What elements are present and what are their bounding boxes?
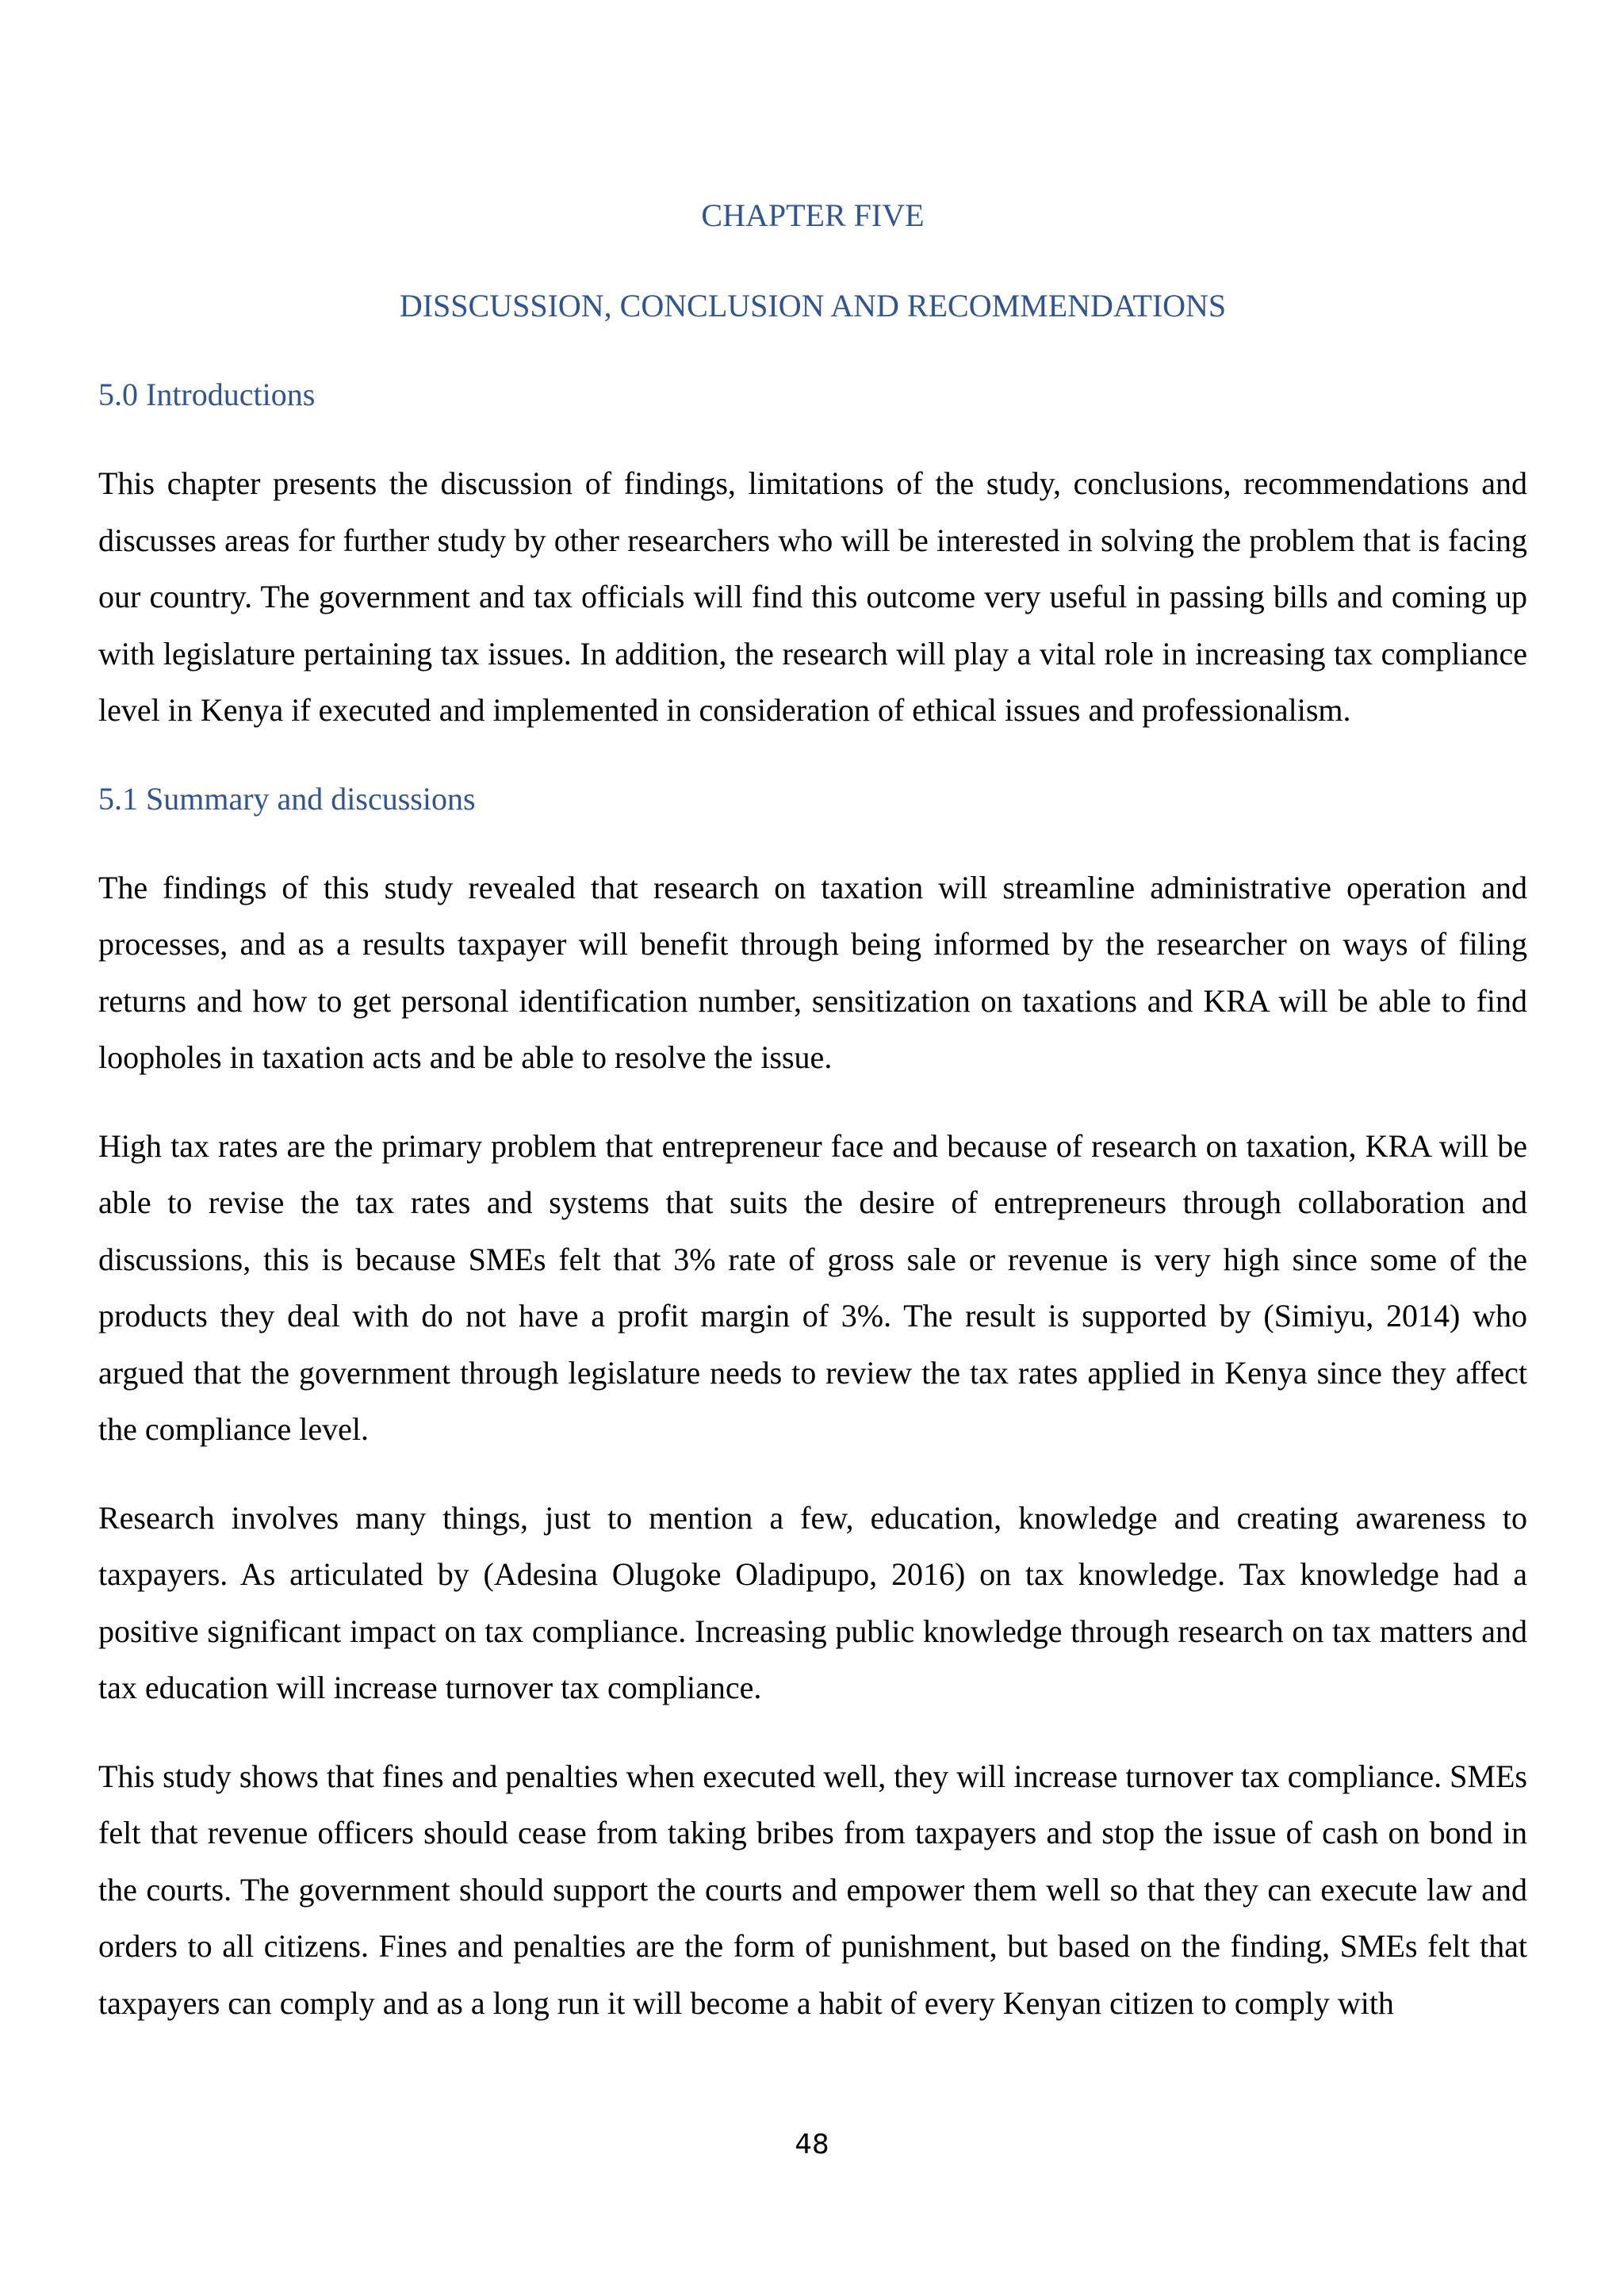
section-heading-summary: 5.1 Summary and discussions <box>98 780 476 817</box>
chapter-number-title: CHAPTER FIVE <box>701 197 925 233</box>
paragraph-tax-rates: High tax rates are the primary problem that entrepreneur face and because of research on taxation, KRA will be able to revise the tax rates and systems that suits the desire of entrepreneurs through collaboration and discussions, this is because SMEs felt that 3% rate of gross sale or revenue is very high since some of the products they deal with do not have a profit margin of 3%. The result is supported by (Simiyu, 2014) who argued that the government through legislature needs to review the tax rates applied in Kenya since they affect the compliance level. <box>98 1127 1527 1447</box>
chapter-title: DISSCUSSION, CONCLUSION AND RECOMMENDATIONS <box>399 288 1227 323</box>
page-content <box>98 187 1527 2063</box>
paragraph-fines-penalties: This study shows that fines and penalties when executed well, they will increase turnover tax compliance. SMEs felt that revenue officers should cease from taking bribes from taxpayers and stop the issue of cash on bond in the courts. The government should support the courts and empower them well so that they can execute law and orders to all citizens. Fines and penalties are the form of punishment, but based on the finding, SMEs felt that taxpayers can comply and as a long run it will become a habit of every Kenyan citizen to comply with <box>98 1758 1527 2021</box>
paragraph-research-knowledge: Research involves many things, just to mention a few, education, knowledge and creating awareness to taxpayers. As articulated by (Adesina Olugoke Oladipupo, 2016) on tax knowledge. Tax knowledge had a positive significant impact on tax compliance. Increasing public knowledge through research on tax matters and tax education will increase turnover tax compliance. <box>98 1499 1527 1705</box>
section-heading-introductions: 5.0 Introductions <box>98 377 316 412</box>
paragraph-introduction: This chapter presents the discussion of findings, limitations of the study, conclusions, recommendations and discusses areas for further study by other researchers who will be interested in solving the problem that is facing our country. The government and tax officials will find this outcome very useful in passing bills and coming up with legislature pertaining tax issues. In addition, the research will play a vital role in increasing tax compliance level in Kenya if executed and implemented in consideration of ethical issues and professionalism. <box>98 465 1527 728</box>
page-number: 48 <box>795 2129 829 2160</box>
paragraph-findings: The findings of this study revealed that research on taxation will streamline administrative operation and processes, and as a results taxpayer will benefit through being informed by the researcher on ways of filing returns and how to get personal identification number, sensitization on taxations and KRA will be able to find loopholes in taxation acts and be able to resolve the issue. <box>98 869 1527 1075</box>
